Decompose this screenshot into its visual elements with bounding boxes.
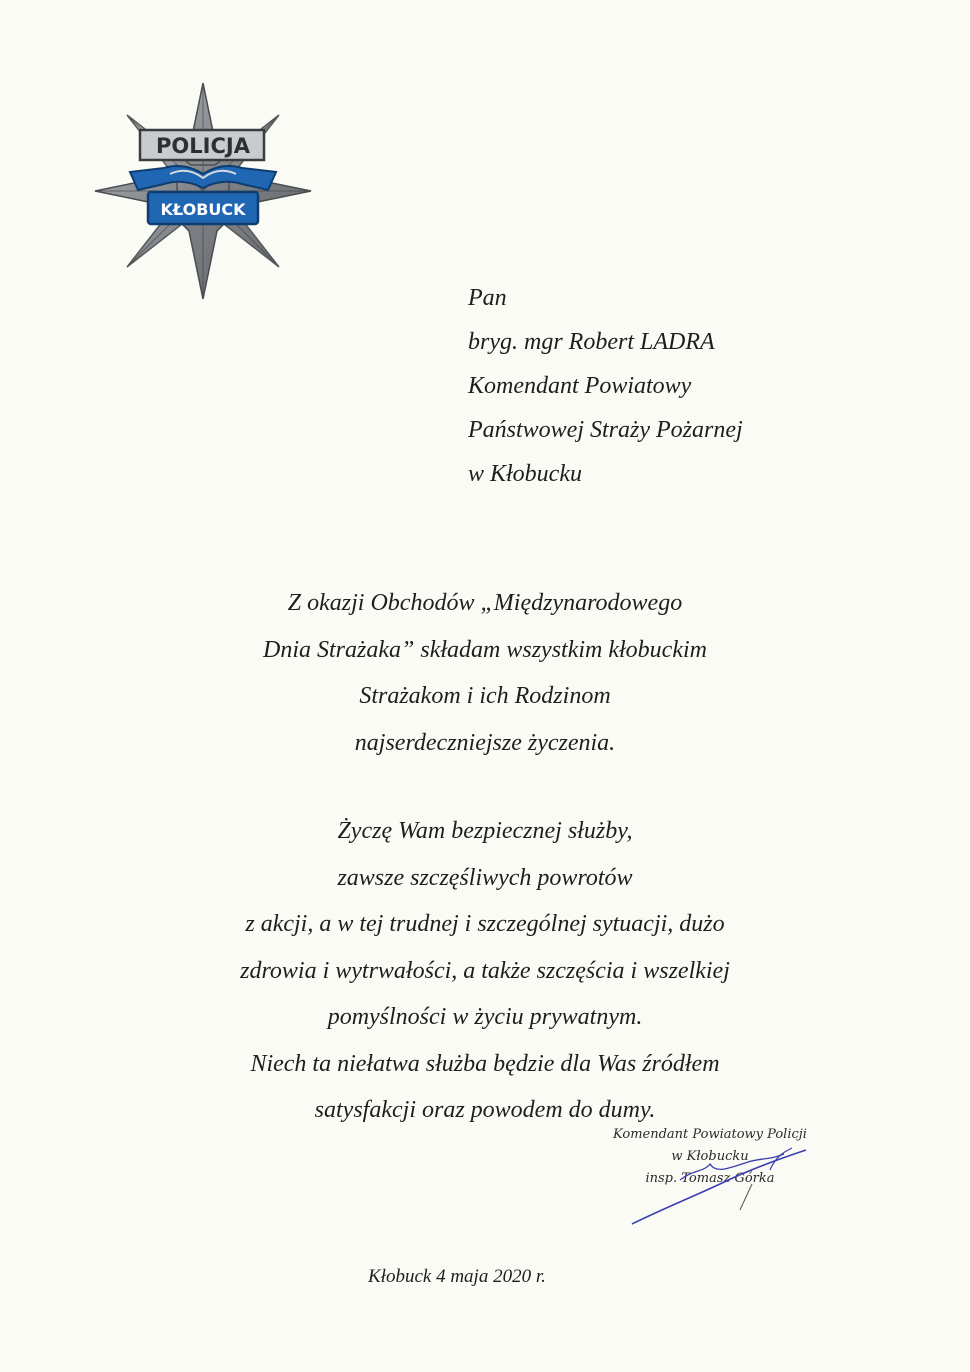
badge-bottom-text: KŁOBUCK bbox=[160, 200, 246, 219]
badge-top-text: POLICJA bbox=[156, 134, 250, 158]
police-badge-logo bbox=[92, 80, 314, 302]
paragraph-line: zawsze szczęśliwych powrotów bbox=[337, 864, 633, 891]
wishes-paragraph bbox=[100, 808, 870, 1134]
paragraph-line: Życzę Wam bezpiecznej służby, bbox=[337, 818, 633, 844]
addressee-line: w Kłobucku bbox=[468, 461, 582, 487]
place-date: Kłobuck 4 maja 2020 r. bbox=[368, 1266, 546, 1287]
addressee-line: Pan bbox=[468, 285, 507, 311]
paragraph-line: z akcji, a w tej trudnej i szczególnej sytuacji, dużo bbox=[245, 911, 725, 937]
addressee-line: Państwowej Straży Pożarnej bbox=[468, 417, 743, 443]
greeting-paragraph bbox=[100, 580, 870, 766]
signature-name: insp. Tomasz Górka bbox=[645, 1171, 775, 1186]
handwritten-signature bbox=[620, 1140, 820, 1230]
paragraph-line: Niech ta niełatwa służba będzie dla Was źródłem bbox=[250, 1050, 720, 1077]
addressee-line: bryg. mgr Robert LADRA bbox=[468, 329, 715, 355]
paragraph-line: pomyślności w życiu prywatnym. bbox=[327, 1004, 643, 1030]
paragraph-line: najserdeczniejsze życzenia. bbox=[354, 729, 616, 756]
signature-title: Komendant Powiatowy Policji bbox=[613, 1127, 807, 1142]
signature-location: w Kłobucku bbox=[671, 1149, 749, 1164]
paragraph-line: Strażakom i ich Rodzinom bbox=[359, 683, 611, 709]
addressee-line: Komendant Powiatowy bbox=[468, 373, 692, 399]
paragraph-line: satysfakcji oraz powodem do dumy. bbox=[314, 1097, 656, 1123]
paragraph-line: Z okazji Obchodów „Międzynarodowego bbox=[287, 590, 683, 616]
addressee-block bbox=[468, 276, 743, 496]
paragraph-line: Dnia Strażaka” składam wszystkim kłobuckim bbox=[263, 636, 707, 663]
paragraph-line: zdrowia i wytrwałości, a także szczęścia i wszelkiej bbox=[240, 957, 730, 984]
